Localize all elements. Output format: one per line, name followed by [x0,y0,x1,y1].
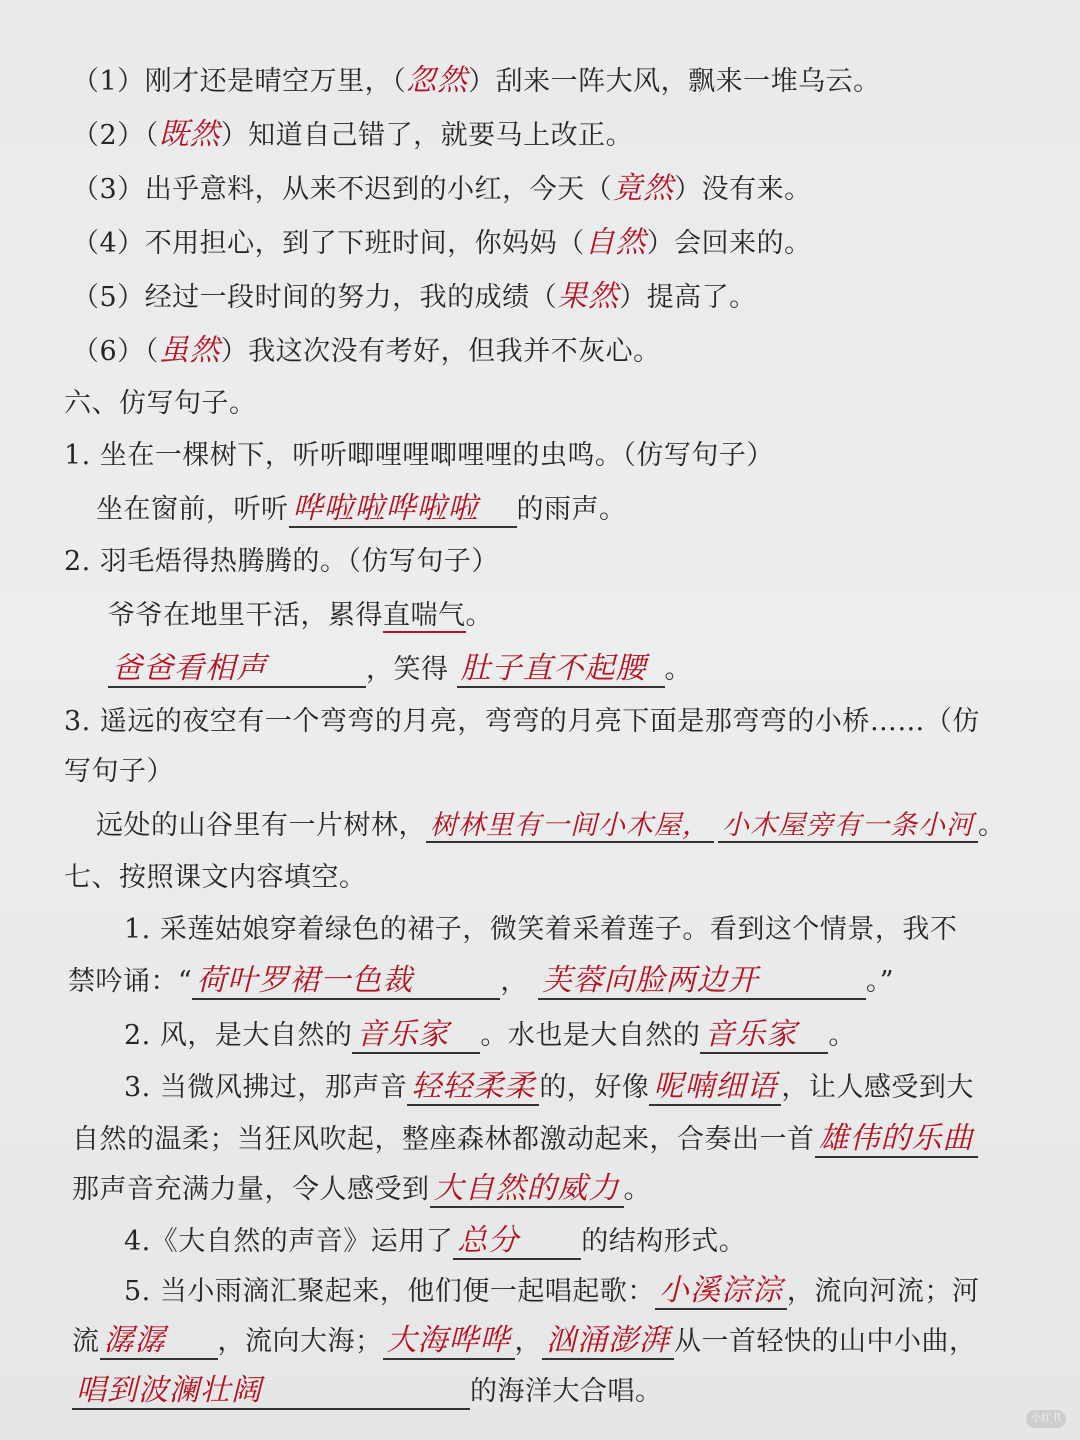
answer-blank [72,1373,470,1410]
answer-blank [430,1171,624,1208]
example-6-2 [108,602,493,629]
handwritten-answer: 大海哗哗 [386,1323,511,1358]
question-7-3-line3 [72,1171,651,1208]
example-text: 爷爷在地里干活，累得 [108,600,383,631]
prompt-text: ，笑得 [366,654,449,685]
item-number: （1） [72,66,145,97]
prompt-text: 的结构形式。 [581,1226,747,1257]
item-3 [72,171,812,206]
example-text: 。 [465,600,493,631]
prompt-text: 。水也是大自然的 [480,1020,701,1051]
prompt-text: 禁吟诵：“ [68,966,193,997]
question-7-5-line1 [124,1273,980,1310]
watermark-logo: 小红书 [1026,1410,1066,1428]
prompt-text: ，让人感受到大 [781,1072,974,1103]
answer-blank [718,812,978,843]
item-number: （3） [72,174,145,205]
handwritten-answer: 唱到波澜壮阔 [76,1373,262,1408]
question-text: 1. 采莲姑娘穿着绿色的裙子，微笑着采着莲子。看到这个情景，我不 [124,914,958,945]
handwritten-answer: 虽然 [158,333,221,368]
answer-blank [542,1323,674,1360]
item-text: （ [144,336,159,367]
handwritten-answer: 果然 [557,279,620,314]
question-7-5-line3 [72,1373,663,1410]
prompt-text: 2. 风，是大自然的 [124,1020,353,1051]
prompt-text: 流 [72,1326,100,1357]
question-6-3-line2 [64,758,174,785]
prompt-text: ，流向河流；河 [786,1276,980,1307]
item-text: （ [144,120,159,151]
example-underlined: 直喘气 [383,600,466,631]
question-7-5-line2 [72,1323,977,1360]
prompt-text: 。” [865,966,895,997]
prompt-text: 从一首轻快的山中小曲， [674,1326,977,1357]
handwritten-answer: 大自然的威力 [433,1171,620,1206]
handwritten-answer: 竟然 [612,171,675,206]
section-title: 七、按照课文内容填空。 [64,862,367,893]
item-2 [72,117,634,152]
question-7-3-line1 [124,1069,974,1106]
handwritten-answer: 树林里有一间小木屋， [430,810,710,841]
prompt-text: 坐在窗前，听听 [96,494,289,525]
question-7-1-line2 [68,963,895,1000]
handwritten-answer: 小木屋旁有一条小河 [722,810,974,841]
answer-blank [453,1223,581,1260]
prompt-text: 。 [978,810,1006,841]
item-text: ）没有来。 [674,174,812,205]
handwritten-answer: 汹涌澎湃 [546,1323,670,1358]
section-title: 六、仿写句子。 [64,388,257,419]
handwritten-answer: 雄伟的乐曲 [818,1121,974,1156]
question-text: 3. 遥远的夜空有一个弯弯的月亮，弯弯的月亮下面是那弯弯的小桥……（仿 [64,706,980,737]
handwritten-answer: 潺潺 [103,1323,166,1358]
item-text: 刚才还是晴空万里，（ [144,66,407,97]
item-text: ）我这次没有考好，但我并不灰心。 [220,336,661,367]
question-7-1-line1 [124,916,957,943]
prompt-text: 那声音充满力量，令人感受到 [72,1174,430,1205]
question-7-4 [124,1223,747,1260]
handwritten-answer: 既然 [158,117,221,152]
item-number: （2） [72,120,145,151]
question-7-3-line2 [72,1121,978,1158]
section-title-6 [64,390,257,417]
handwritten-answer: 总分 [457,1223,520,1258]
item-5 [72,279,757,314]
prompt-text: 的，好像 [539,1072,650,1103]
prompt-text: 4.《大自然的声音》运用了 [124,1226,454,1257]
answer-line-6-1 [96,491,627,528]
answer-blank [649,1069,781,1106]
prompt-text: 远处的山谷里有一片树林， [96,810,426,841]
question-6-1 [64,442,774,469]
question-text: 2. 羽毛焐得热腾腾的。（仿写句子） [64,546,499,577]
answer-blank [108,651,366,688]
prompt-text: 。 [623,1174,651,1205]
item-6 [72,333,661,368]
answer-blank [192,963,500,1000]
handwritten-answer: 音乐家 [704,1017,798,1052]
prompt-text: 自然的温柔；当狂风吹起，整座森林都激动起来，合奏出一首 [72,1124,815,1155]
item-text: 出乎意料，从来不迟到的小红，今天（ [144,174,613,205]
question-text: 写句子） [64,756,174,787]
answer-blank [426,812,714,843]
prompt-text: 的海洋大合唱。 [470,1376,663,1407]
item-number: （4） [72,228,145,259]
answer-blank [457,651,665,688]
item-number: （5） [72,282,145,313]
handwritten-answer: 自然 [584,225,647,260]
answer-blank [538,963,866,1000]
handwritten-answer: 哗啦啦哗啦啦 [292,491,479,526]
section-title-7 [64,864,367,891]
handwritten-answer: 荷叶罗裙一色裁 [196,963,414,998]
question-7-2 [124,1017,856,1054]
handwritten-answer: 芙蓉向脸两边开 [541,963,759,998]
handwritten-answer: 音乐家 [356,1017,450,1052]
prompt-text: ，流向大海； [217,1326,383,1357]
handwritten-answer: 肚子直不起腰 [460,651,647,686]
handwritten-answer: 小溪淙淙 [658,1273,783,1308]
question-6-2 [64,548,499,575]
item-text: 经过一段时间的努力，我的成绩（ [144,282,558,313]
item-1 [72,63,881,98]
item-4 [72,225,812,260]
prompt-text: ， [514,1326,542,1357]
handwritten-answer: 忽然 [406,63,469,98]
question-text: 1. 坐在一棵树下，听听唧哩哩唧哩哩的虫鸣。（仿写句子） [64,440,774,471]
handwritten-answer: 爸爸看相声 [112,651,267,686]
prompt-text: 的雨声。 [516,494,627,525]
item-text: ）刮来一阵大风，飘来一堆乌云。 [468,66,881,97]
prompt-text: 。 [664,654,692,685]
answer-blank [100,1323,218,1360]
item-text: ）会回来的。 [646,228,812,259]
answer-line-6-2 [108,651,692,688]
answer-blank [289,491,517,528]
answer-blank [383,1323,515,1360]
prompt-text: 3. 当微风拂过，那声音 [124,1072,408,1103]
handwritten-answer: 轻轻柔柔 [411,1069,536,1104]
prompt-text: ， [500,966,528,997]
prompt-text: 。 [828,1020,856,1051]
answer-blank [655,1273,787,1310]
item-text: ）知道自己错了，就要马上改正。 [220,120,634,151]
handwritten-answer: 呢喃细语 [653,1069,778,1104]
answer-blank [407,1069,539,1106]
answer-line-6-3 [96,812,1006,843]
prompt-text: 5. 当小雨滴汇聚起来，他们便一起唱起歌： [124,1276,655,1307]
item-text: 不用担心，到了下班时间，你妈妈（ [144,228,585,259]
answer-blank [815,1121,978,1158]
item-text: ）提高了。 [619,282,757,313]
question-6-3-line1 [64,708,980,735]
item-number: （6） [72,336,145,367]
answer-blank [700,1017,828,1054]
answer-blank [352,1017,480,1054]
